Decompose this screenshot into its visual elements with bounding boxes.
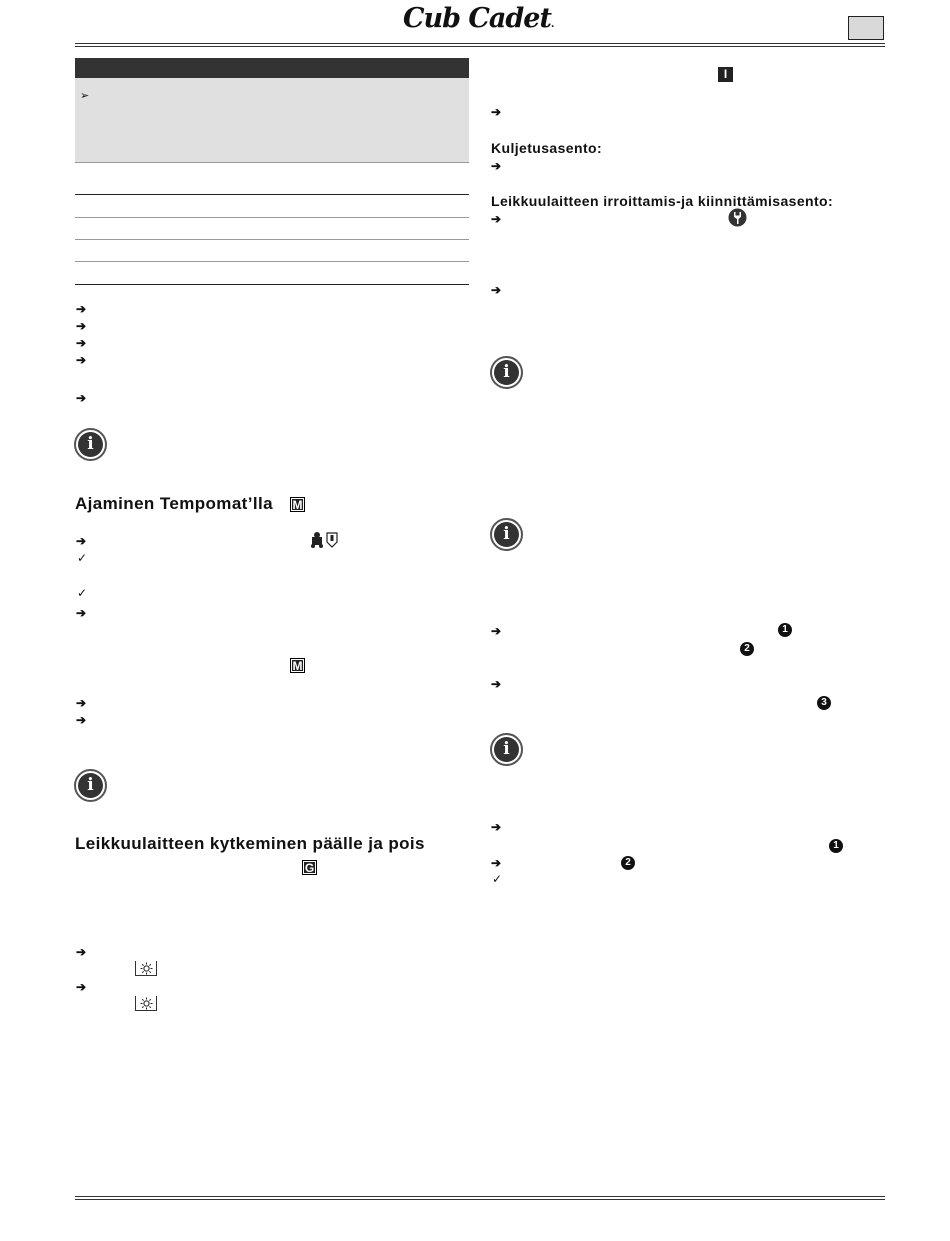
table-row-line	[75, 239, 469, 240]
arrow-icon: ➔	[491, 105, 502, 119]
check-icon: ✓	[77, 551, 88, 565]
figure-badge-i: I	[718, 67, 733, 82]
brand-mark: .	[550, 19, 554, 30]
info-icon-glyph: i	[494, 360, 519, 385]
footer-rule-bottom	[75, 1199, 885, 1200]
callout-number-3: 3	[817, 696, 831, 710]
info-icon	[74, 769, 107, 802]
arrow-icon: ➔	[76, 713, 87, 727]
arrow-icon: ➔	[76, 391, 87, 405]
callout-number-1: 1	[778, 623, 792, 637]
arrow-icon: ➔	[491, 212, 502, 226]
info-icon-glyph: i	[494, 522, 519, 547]
check-icon: ✓	[77, 586, 88, 600]
header-rule-top	[75, 43, 885, 44]
footer-rule-top	[75, 1196, 885, 1197]
arrow-icon: ➔	[76, 302, 87, 316]
callout-number-1: 1	[829, 839, 843, 853]
bullet-triangle-icon: ➢	[80, 90, 90, 102]
heading-cutter-engage: Leikkuulaitteen kytkeminen päälle ja pois	[75, 834, 425, 853]
figure-badge-m: M	[290, 658, 305, 673]
table-header-bar	[75, 58, 469, 78]
arrow-icon: ➔	[76, 945, 87, 959]
arrow-icon: ➔	[76, 980, 87, 994]
figure-badge-g: G	[302, 860, 317, 875]
info-icon-glyph: i	[494, 737, 519, 762]
info-icon	[490, 733, 523, 766]
table-note-cell	[75, 78, 469, 162]
heading-tempomat-text: Ajaminen Tempomat’lla	[75, 494, 273, 513]
table-row-line	[75, 217, 469, 218]
figure-badge-m: M	[290, 497, 305, 512]
arrow-icon: ➔	[491, 283, 502, 297]
wrench-icon	[728, 208, 747, 227]
table-row-line	[75, 194, 469, 195]
table-row-line	[75, 261, 469, 262]
arrow-icon: ➔	[491, 677, 502, 691]
heading-tempomat	[75, 494, 273, 514]
arrow-icon: ➔	[76, 319, 87, 333]
info-icon	[74, 428, 107, 461]
language-tab-box	[848, 16, 884, 40]
table-divider	[75, 162, 469, 163]
heading-transport-position: Kuljetusasento:	[491, 140, 603, 156]
arrow-icon: ➔	[491, 624, 502, 638]
arrow-icon: ➔	[491, 820, 502, 834]
info-icon-glyph: i	[78, 773, 103, 798]
brand-name: Cub Cadet	[403, 3, 551, 34]
arrow-icon: ➔	[76, 353, 87, 367]
info-icon	[490, 518, 523, 551]
arrow-icon: ➔	[491, 159, 502, 173]
info-icon	[490, 356, 523, 389]
heading-mounting-position: Leikkuulaitteen irroittamis-ja kiinnittämisasento:	[491, 193, 834, 209]
cub-cadet-logo	[403, 4, 578, 34]
arrow-icon: ➔	[491, 856, 502, 870]
header-rule-bottom	[75, 46, 885, 47]
info-icon-glyph: i	[78, 432, 103, 457]
arrow-icon: ➔	[76, 696, 87, 710]
table-bottom-line	[75, 284, 469, 285]
tractor-speed-icon	[309, 530, 341, 548]
callout-number-2: 2	[621, 856, 635, 870]
callout-number-2: 2	[740, 642, 754, 656]
arrow-icon: ➔	[76, 534, 87, 548]
arrow-icon: ➔	[76, 336, 87, 350]
sun-switch-icon	[135, 996, 157, 1011]
check-icon: ✓	[492, 872, 503, 886]
sun-switch-icon	[135, 961, 157, 976]
arrow-icon: ➔	[76, 606, 87, 620]
